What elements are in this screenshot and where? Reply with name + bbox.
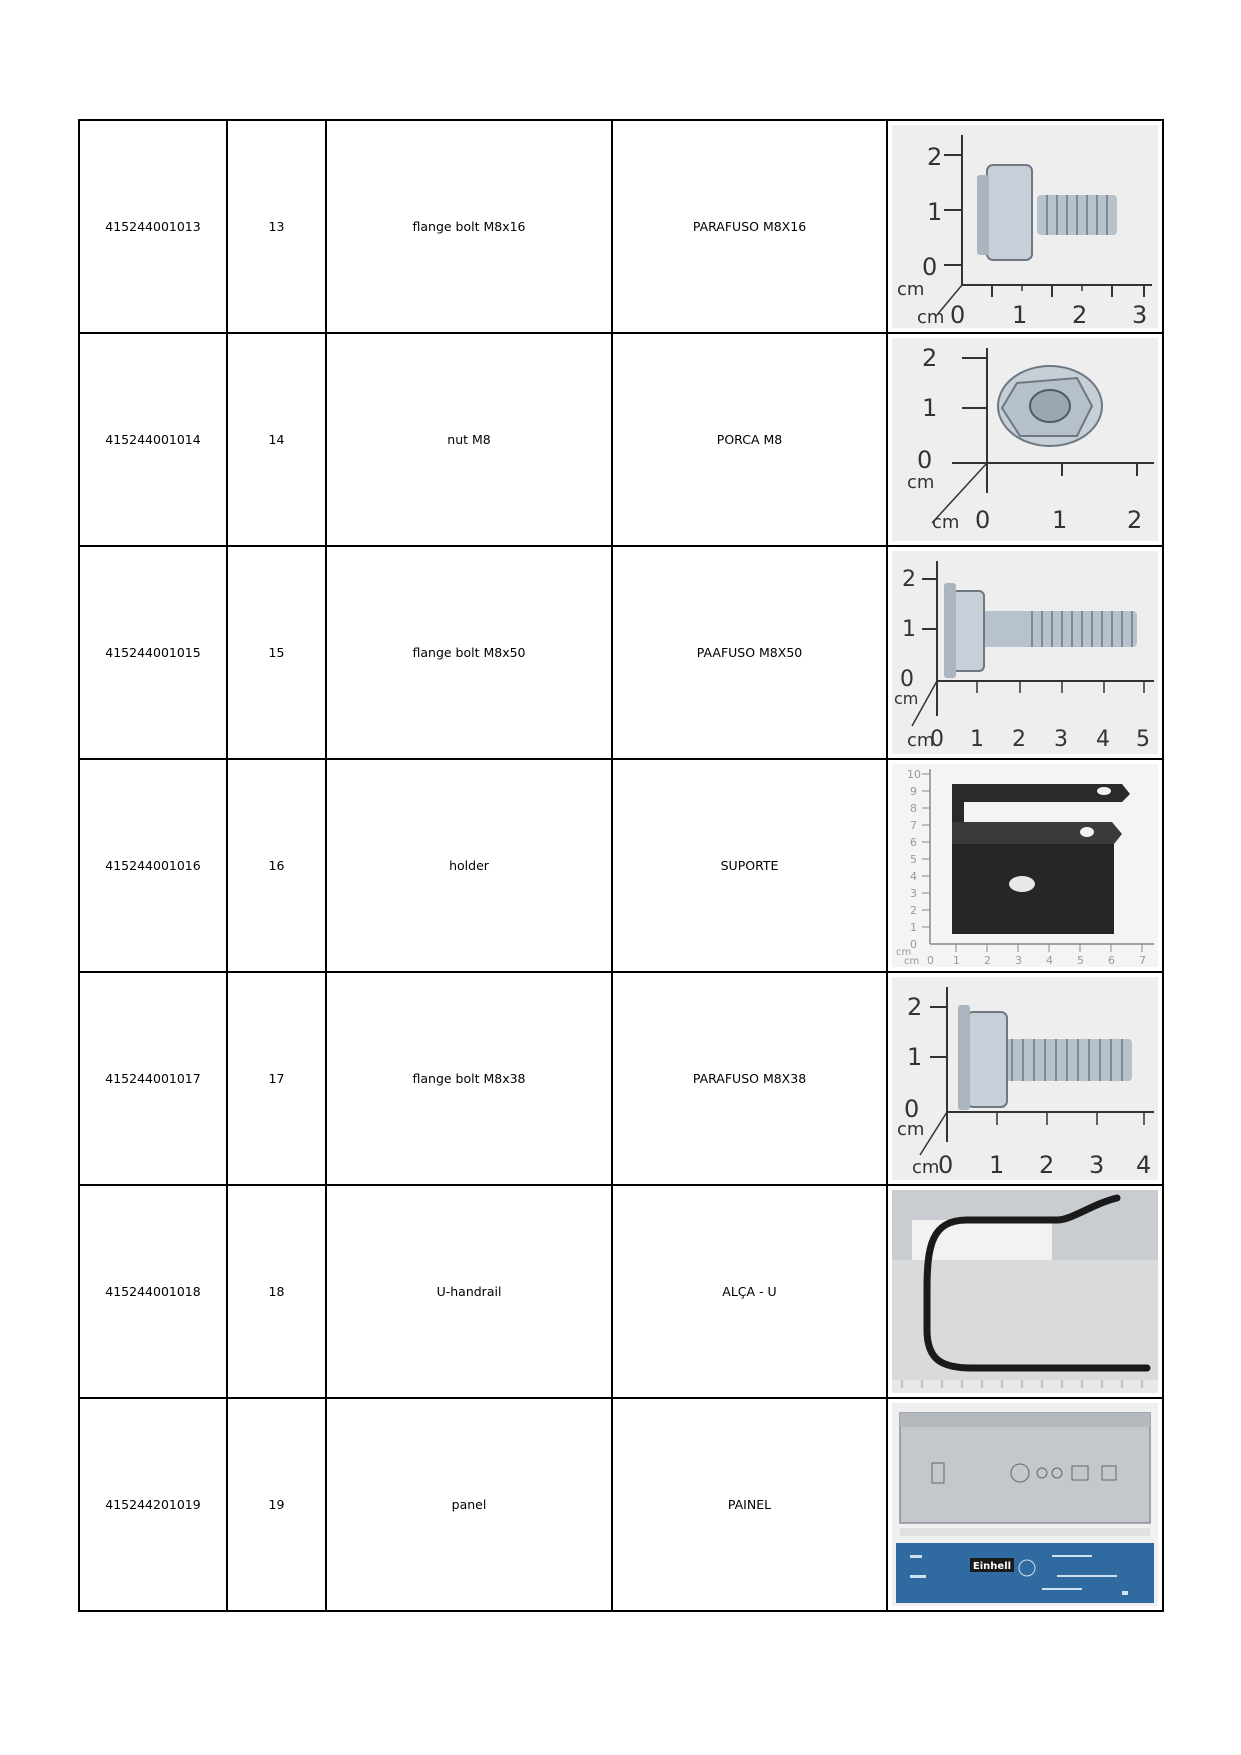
table-row <box>79 333 1163 546</box>
y-tick-label: 0 <box>910 938 917 951</box>
y-tick-label: 6 <box>910 836 917 849</box>
x-tick-label: 5 <box>1136 727 1150 752</box>
part-number: 415244001013 <box>79 120 227 333</box>
unit-label: cm <box>897 279 925 300</box>
description-en: panel <box>326 1398 612 1611</box>
position-number: 13 <box>227 120 326 333</box>
part-photo-cell <box>887 120 1163 333</box>
part-photo-cell <box>887 333 1163 546</box>
unit-label: cm <box>907 730 935 751</box>
holder-photo <box>892 764 1158 967</box>
description-en: flange bolt M8x16 <box>326 120 612 333</box>
part-number: 415244001015 <box>79 546 227 759</box>
unit-label: cm <box>897 1119 925 1140</box>
panel-photo <box>892 1403 1158 1606</box>
table-row <box>79 759 1163 972</box>
x-tick-label: 2 <box>1039 1151 1055 1179</box>
y-tick-label: 1 <box>927 198 943 226</box>
description-en: U-handrail <box>326 1185 612 1398</box>
x-tick-label: 3 <box>1089 1151 1105 1179</box>
y-tick-label: 2 <box>922 344 938 372</box>
x-tick-label: 1 <box>953 954 960 967</box>
table-row <box>79 120 1163 333</box>
y-tick-label: 2 <box>927 143 943 171</box>
x-tick-label: 1 <box>989 1151 1005 1179</box>
y-tick-label: 1 <box>910 921 917 934</box>
table-row <box>79 546 1163 759</box>
x-tick-label: 2 <box>1072 301 1088 328</box>
y-tick-label: 8 <box>910 802 917 815</box>
position-number: 17 <box>227 972 326 1185</box>
unit-label: cm <box>896 947 912 958</box>
y-tick-label: 10 <box>907 768 921 781</box>
y-tick-label: 2 <box>907 993 923 1021</box>
x-tick-label: 1 <box>1052 506 1068 534</box>
description-pt: SUPORTE <box>612 759 887 972</box>
table-row <box>79 972 1163 1185</box>
part-photo-cell <box>887 1185 1163 1398</box>
x-tick-label: 7 <box>1139 954 1146 967</box>
x-tick-label: 4 <box>1046 954 1053 967</box>
u-handrail-photo <box>892 1190 1158 1393</box>
position-number: 15 <box>227 546 326 759</box>
description-en: holder <box>326 759 612 972</box>
position-number: 16 <box>227 759 326 972</box>
x-tick-label: 2 <box>1127 506 1143 534</box>
part-number: 415244201019 <box>79 1398 227 1611</box>
description-pt: PARAFUSO M8X16 <box>612 120 887 333</box>
x-tick-label: 3 <box>1132 301 1148 328</box>
x-tick-label: 2 <box>1012 727 1026 752</box>
x-tick-label: 0 <box>930 727 944 752</box>
unit-label: cm <box>917 307 945 328</box>
part-photo-cell <box>887 972 1163 1185</box>
y-tick-label: 1 <box>922 394 938 422</box>
x-tick-label: 3 <box>1015 954 1022 967</box>
flange-bolt-photo <box>892 125 1158 328</box>
unit-label: cm <box>912 1157 940 1178</box>
flange-bolt-photo <box>892 551 1158 754</box>
flange-bolt-photo <box>892 977 1158 1180</box>
x-tick-label: 2 <box>984 954 991 967</box>
position-number: 18 <box>227 1185 326 1398</box>
x-tick-label: 6 <box>1108 954 1115 967</box>
description-en: flange bolt M8x38 <box>326 972 612 1185</box>
einhell-logo-text: Einhell <box>972 1561 1012 1572</box>
x-tick-label: 4 <box>1096 727 1110 752</box>
y-tick-label: 0 <box>904 1095 920 1123</box>
y-tick-label: 0 <box>922 253 938 281</box>
description-pt: ALÇA - U <box>612 1185 887 1398</box>
y-tick-label: 3 <box>910 887 917 900</box>
part-photo-cell <box>887 1398 1163 1611</box>
y-tick-label: 1 <box>902 617 916 642</box>
y-tick-label: 9 <box>910 785 917 798</box>
x-tick-label: 4 <box>1136 1151 1152 1179</box>
parts-table <box>78 119 1164 1612</box>
y-tick-label: 2 <box>910 904 917 917</box>
x-tick-label: 1 <box>1012 301 1028 328</box>
position-number: 14 <box>227 333 326 546</box>
description-pt: PAINEL <box>612 1398 887 1611</box>
description-en: nut M8 <box>326 333 612 546</box>
y-tick-label: 0 <box>917 446 933 474</box>
x-tick-label: 0 <box>938 1151 954 1179</box>
part-number: 415244001018 <box>79 1185 227 1398</box>
table-row <box>79 1185 1163 1398</box>
x-tick-label: 5 <box>1077 954 1084 967</box>
part-photo-cell <box>887 546 1163 759</box>
unit-label: cm <box>907 472 935 493</box>
part-photo-cell <box>887 759 1163 972</box>
unit-label: cm <box>894 689 919 708</box>
x-tick-label: 1 <box>970 727 984 752</box>
nut-photo <box>892 338 1158 541</box>
position-number: 19 <box>227 1398 326 1611</box>
y-tick-label: 0 <box>900 667 914 692</box>
part-number: 415244001014 <box>79 333 227 546</box>
x-tick-label: 0 <box>975 506 991 534</box>
description-pt: PAAFUSO M8X50 <box>612 546 887 759</box>
part-number: 415244001017 <box>79 972 227 1185</box>
x-tick-label: 0 <box>927 954 934 967</box>
part-number: 415244001016 <box>79 759 227 972</box>
description-pt: PARAFUSO M8X38 <box>612 972 887 1185</box>
description-en: flange bolt M8x50 <box>326 546 612 759</box>
description-pt: PORCA M8 <box>612 333 887 546</box>
y-tick-label: 2 <box>902 567 916 592</box>
table-row <box>79 1398 1163 1611</box>
x-tick-label: 3 <box>1054 727 1068 752</box>
x-tick-label: 0 <box>950 301 966 328</box>
y-tick-label: 5 <box>910 853 917 866</box>
unit-label: cm <box>904 956 920 967</box>
y-tick-label: 1 <box>907 1043 923 1071</box>
y-tick-label: 7 <box>910 819 917 832</box>
y-tick-label: 4 <box>910 870 917 883</box>
unit-label: cm <box>932 512 960 533</box>
